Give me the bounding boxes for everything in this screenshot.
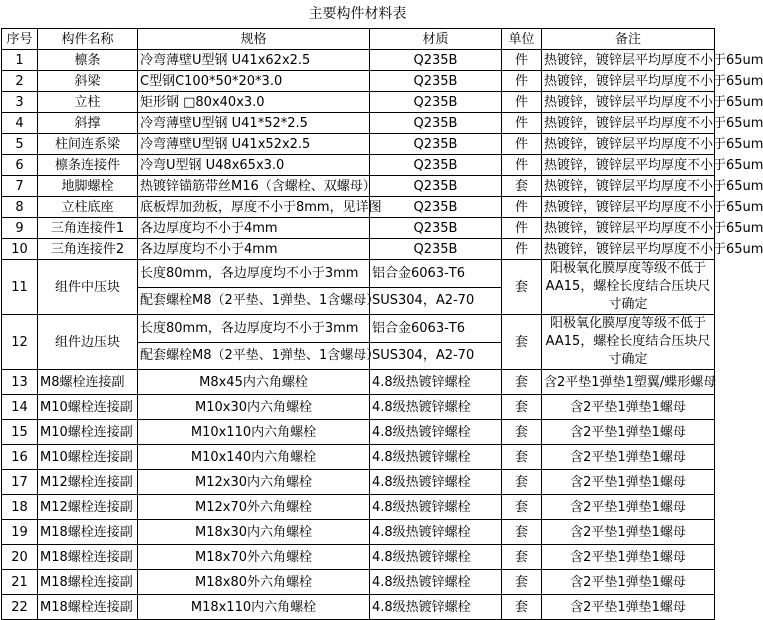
table-row	[2, 92, 715, 113]
row-no: 1	[2, 50, 38, 71]
row-unit: 件	[502, 218, 542, 239]
row-no: 19	[2, 520, 38, 545]
row-material: 4.8级热镀锌螺栓	[370, 470, 502, 495]
row-name: M10螺栓连接副	[38, 395, 138, 420]
row-no: 14	[2, 395, 38, 420]
row-unit: 套	[502, 570, 542, 595]
row-remark: 阳极氧化膜厚度等级不低于AA15，螺栓长度结合压块尺寸确定	[542, 260, 715, 315]
row-no: 6	[2, 155, 38, 176]
row-spec: 底板焊加劲板，厚度不小于8mm，见详图	[138, 197, 370, 218]
row-spec: 冷弯薄壁U型钢 U41*52*2.5	[138, 113, 370, 134]
header-row	[2, 29, 715, 50]
material-table	[1, 28, 763, 620]
table-row	[2, 315, 715, 343]
row-material: 4.8级热镀锌螺栓	[370, 395, 502, 420]
row-remark: 含2平垫1弹垫1螺母	[542, 470, 715, 495]
row-spec: 冷弯薄壁U型钢 U41x52x2.5	[138, 134, 370, 155]
row-material: Q235B	[370, 176, 502, 197]
row-spec: M18x30内六角螺栓	[138, 520, 370, 545]
table-row	[2, 176, 715, 197]
row-remark: 热镀锌，镀锌层平均厚度不小于65um	[542, 50, 715, 71]
row-unit: 套	[502, 470, 542, 495]
row-spec: 各边厚度均不小于4mm	[138, 218, 370, 239]
row-spec: M8x45内六角螺栓	[138, 370, 370, 395]
row-remark: 热镀锌，镀锌层平均厚度不小于65um	[542, 92, 715, 113]
header-spec: 规格	[138, 29, 370, 50]
row-spec: M10x140内六角螺栓	[138, 445, 370, 470]
row-name: M8螺栓连接副	[38, 370, 138, 395]
row-remark: 热镀锌，镀锌层平均厚度不小于65um	[542, 134, 715, 155]
header-unit: 单位	[502, 29, 542, 50]
row-unit: 套	[502, 176, 542, 197]
row-material: Q235B	[370, 239, 502, 260]
row-remark: 热镀锌，镀锌层平均厚度不小于65um	[542, 113, 715, 134]
row-unit: 件	[502, 92, 542, 113]
row-remark: 含2平垫1弹垫1螺母	[542, 420, 715, 445]
row-remark: 热镀锌，镀锌层平均厚度不小于65um	[542, 197, 715, 218]
row-unit: 套	[502, 445, 542, 470]
table-row	[2, 545, 715, 570]
row-name: 三角连接件1	[38, 218, 138, 239]
row-no: 21	[2, 570, 38, 595]
row-unit: 套	[502, 395, 542, 420]
row-no: 17	[2, 470, 38, 495]
row-no: 13	[2, 370, 38, 395]
row-name: 三角连接件2	[38, 239, 138, 260]
row-material: 4.8级热镀锌螺栓	[370, 420, 502, 445]
table-row	[2, 520, 715, 545]
table-row	[2, 445, 715, 470]
row-unit: 件	[502, 50, 542, 71]
table-row	[2, 595, 715, 620]
row-material: Q235B	[370, 113, 502, 134]
row-remark: 热镀锌，镀锌层平均厚度不小于65um	[542, 71, 715, 92]
row-remark: 含2平垫1弹垫1塑翼/蝶形螺母	[542, 370, 715, 395]
row-spec: M10x30内六角螺栓	[138, 395, 370, 420]
row-no: 3	[2, 92, 38, 113]
row-spec: 配套螺栓M8（2平垫、1弹垫、1含螺母）	[138, 342, 370, 370]
table-row	[2, 495, 715, 520]
table-row	[2, 113, 715, 134]
row-spec: M18x110内六角螺栓	[138, 595, 370, 620]
table-row	[2, 218, 715, 239]
row-name: M12螺栓连接副	[38, 495, 138, 520]
row-unit: 套	[502, 545, 542, 570]
row-remark: 热镀锌，镀锌层平均厚度不小于65um	[542, 218, 715, 239]
row-remark: 热镀锌，镀锌层平均厚度不小于65um	[542, 176, 715, 197]
row-material: 4.8级热镀锌螺栓	[370, 595, 502, 620]
row-no: 20	[2, 545, 38, 570]
header-no: 序号	[2, 29, 38, 50]
row-spec: C型钢C100*50*20*3.0	[138, 71, 370, 92]
row-unit: 件	[502, 197, 542, 218]
row-name: 檩条	[38, 50, 138, 71]
row-remark: 阳极氧化膜厚度等级不低于AA15，螺栓长度结合压块尺寸确定	[542, 315, 715, 370]
row-material: 铝合金6063-T6	[370, 260, 502, 288]
row-material: SUS304，A2-70	[370, 287, 502, 315]
row-spec: 冷弯薄壁U型钢 U41x62x2.5	[138, 50, 370, 71]
table-row	[2, 155, 715, 176]
row-name: 组件中压块	[38, 260, 138, 315]
row-material: Q235B	[370, 71, 502, 92]
row-name: 檩条连接件	[38, 155, 138, 176]
header-material: 材质	[370, 29, 502, 50]
table-row	[2, 570, 715, 595]
row-material: Q235B	[370, 134, 502, 155]
row-no: 9	[2, 218, 38, 239]
header-remark: 备注	[542, 29, 715, 50]
row-spec: M10x110内六角螺栓	[138, 420, 370, 445]
row-spec: 长度80mm，各边厚度均不小于3mm	[138, 260, 370, 288]
row-remark: 含2平垫1弹垫1螺母	[542, 595, 715, 620]
row-name: M18螺栓连接副	[38, 520, 138, 545]
row-no: 16	[2, 445, 38, 470]
row-material: SUS304，A2-70	[370, 342, 502, 370]
row-unit: 件	[502, 134, 542, 155]
row-name: M18螺栓连接副	[38, 570, 138, 595]
row-name: 组件边压块	[38, 315, 138, 370]
row-remark: 含2平垫1弹垫1螺母	[542, 395, 715, 420]
row-unit: 套	[502, 520, 542, 545]
row-no: 22	[2, 595, 38, 620]
row-remark: 含2平垫1弹垫1螺母	[542, 520, 715, 545]
row-remark: 含2平垫1弹垫1螺母	[542, 495, 715, 520]
row-spec: 矩形钢 □80x40x3.0	[138, 92, 370, 113]
table-row	[2, 470, 715, 495]
row-name: 斜梁	[38, 71, 138, 92]
row-no: 15	[2, 420, 38, 445]
row-no: 4	[2, 113, 38, 134]
row-name: M10螺栓连接副	[38, 445, 138, 470]
row-remark: 热镀锌，镀锌层平均厚度不小于65um	[542, 239, 715, 260]
row-unit: 套	[502, 495, 542, 520]
row-remark: 含2平垫1弹垫1螺母	[542, 545, 715, 570]
row-material: Q235B	[370, 155, 502, 176]
row-material: 4.8级热镀锌螺栓	[370, 370, 502, 395]
table-row	[2, 370, 715, 395]
row-unit: 套	[502, 315, 542, 370]
table-row	[2, 395, 715, 420]
table-row	[2, 420, 715, 445]
table-row	[2, 260, 715, 288]
row-material: Q235B	[370, 218, 502, 239]
row-spec: 配套螺栓M8（2平垫、1弹垫、1含螺母）	[138, 287, 370, 315]
row-no: 10	[2, 239, 38, 260]
row-name: M18螺栓连接副	[38, 595, 138, 620]
row-name: 立柱	[38, 92, 138, 113]
row-spec: M18x70外六角螺栓	[138, 545, 370, 570]
row-name: M18螺栓连接副	[38, 545, 138, 570]
row-spec: 冷弯U型钢 U48x65x3.0	[138, 155, 370, 176]
row-unit: 件	[502, 239, 542, 260]
row-material: 4.8级热镀锌螺栓	[370, 495, 502, 520]
row-material: 4.8级热镀锌螺栓	[370, 520, 502, 545]
row-unit: 套	[502, 595, 542, 620]
header-name: 构件名称	[38, 29, 138, 50]
row-name: 斜撑	[38, 113, 138, 134]
row-material: Q235B	[370, 92, 502, 113]
row-spec: M12x30内六角螺栓	[138, 470, 370, 495]
table-row	[2, 239, 715, 260]
row-no: 18	[2, 495, 38, 520]
row-spec: 长度80mm，各边厚度均不小于3mm	[138, 315, 370, 343]
row-remark: 含2平垫1弹垫1螺母	[542, 570, 715, 595]
row-material: Q235B	[370, 197, 502, 218]
table-row	[2, 197, 715, 218]
table-body	[2, 50, 763, 620]
row-no: 11	[2, 260, 38, 315]
row-no: 2	[2, 71, 38, 92]
row-material: 4.8级热镀锌螺栓	[370, 445, 502, 470]
row-name: M10螺栓连接副	[38, 420, 138, 445]
row-no: 7	[2, 176, 38, 197]
row-name: 立柱底座	[38, 197, 138, 218]
row-unit: 件	[502, 113, 542, 134]
row-remark: 热镀锌，镀锌层平均厚度不小于65um	[542, 155, 715, 176]
row-unit: 件	[502, 155, 542, 176]
row-no: 12	[2, 315, 38, 370]
table-row	[2, 71, 715, 92]
table-title: 主要构件材料表	[308, 6, 407, 22]
row-material: Q235B	[370, 50, 502, 71]
row-material: 4.8级热镀锌螺栓	[370, 570, 502, 595]
table-row	[2, 134, 715, 155]
row-unit: 套	[502, 260, 542, 315]
row-no: 8	[2, 197, 38, 218]
row-material: 铝合金6063-T6	[370, 315, 502, 343]
row-name: M12螺栓连接副	[38, 470, 138, 495]
row-material: 4.8级热镀锌螺栓	[370, 545, 502, 570]
row-name: 地脚螺栓	[38, 176, 138, 197]
table-row	[2, 50, 715, 71]
row-unit: 套	[502, 420, 542, 445]
row-unit: 件	[502, 71, 542, 92]
row-no: 5	[2, 134, 38, 155]
row-unit: 套	[502, 370, 542, 395]
row-spec: M12x70外六角螺栓	[138, 495, 370, 520]
row-spec: M18x80外六角螺栓	[138, 570, 370, 595]
row-name: 柱间连系梁	[38, 134, 138, 155]
row-spec: 热镀锌锚筋带丝M16（含螺栓、双螺母）	[138, 176, 370, 197]
row-spec: 各边厚度均不小于4mm	[138, 239, 370, 260]
row-remark: 含2平垫1弹垫1螺母	[542, 445, 715, 470]
